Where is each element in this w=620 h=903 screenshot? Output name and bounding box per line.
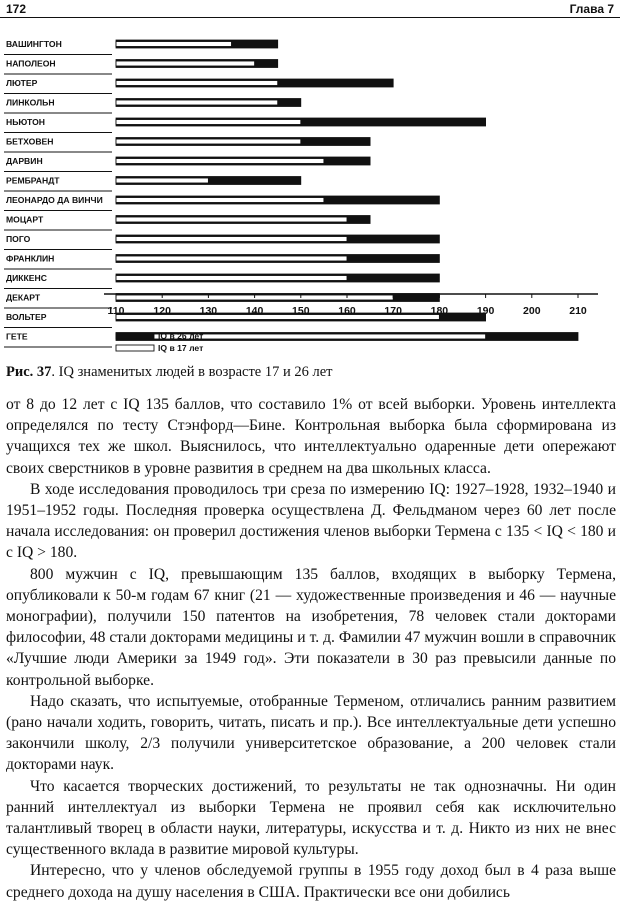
category-label: ДАРВИН: [6, 156, 43, 166]
bar-iq-17: [116, 61, 255, 66]
bar-iq-17: [116, 100, 278, 105]
bar-iq-17: [116, 81, 278, 86]
legend-label-17: IQ в 17 лет: [158, 343, 204, 353]
x-tick-label: 200: [523, 305, 541, 317]
paragraph: В ходе исследования проводилось три среза по измерению IQ: 1927–1928, 1932–1940 и 1951–1952 годы. Последняя проверка осуществлена Д. Фельдманом через 60 лет после начала исследования: он проверил достижения членов выборки Термена с 135 < IQ < 180 и с IQ > 180.: [6, 480, 616, 562]
category-label: ГЕТЕ: [6, 331, 28, 342]
category-label: ВОЛЬТЕР: [6, 312, 47, 322]
category-label: БЕТХОВЕН: [6, 136, 54, 147]
category-label: МОЦАРТ: [6, 214, 44, 225]
bar-iq-17: [116, 276, 347, 281]
page-header: [6, 2, 614, 18]
bar-iq-17: [116, 120, 301, 125]
iq-bar-chart: [0, 22, 620, 362]
page-number: 172: [6, 2, 27, 16]
body-text: [6, 394, 616, 903]
legend-swatch-17: [116, 345, 154, 351]
category-label: НЬЮТОН: [6, 117, 45, 127]
category-label: ЛЮТЕР: [6, 78, 38, 88]
x-tick-label: 170: [384, 305, 402, 317]
x-tick-label: 180: [430, 305, 449, 317]
category-label: ЛЕОНАРДО ДА ВИНЧИ: [6, 195, 103, 205]
bar-iq-17: [116, 217, 347, 222]
header-rule: [0, 17, 620, 18]
chapter-title: Глава 7: [569, 2, 614, 16]
legend-label-26: IQ в 26 лет: [158, 331, 204, 341]
category-label: ДЕКАРТ: [6, 292, 41, 303]
category-label: ДИККЕНС: [6, 273, 47, 283]
x-tick-label: 210: [569, 305, 587, 317]
bar-iq-17: [116, 256, 347, 261]
bar-iq-17: [116, 139, 301, 144]
paragraph: Что касается творческих достижений, то результаты не так однозначны. Ни один ранний интеллектуал из выборки Термена не проявил себя как исключительно талантливый творец в области науки, литературы, искусства и т. д. Никто из них не внес существенного вклада в развитие мировой культуры.: [6, 777, 616, 859]
x-tick-label: 160: [338, 305, 356, 317]
bar-iq-17: [116, 198, 324, 203]
x-tick-label: 110: [107, 305, 125, 317]
figure-label: Рис. 37: [6, 364, 52, 380]
x-tick-label: 140: [245, 305, 264, 317]
x-tick-label: 120: [153, 305, 171, 317]
paragraph: от 8 до 12 лет с IQ 135 баллов, что составило 1% от всей выборки. Уровень интеллекта определялся по тесту Стэнфорд—Бине. Контрольная выборка была сформирована из учащихся тех же школ. Выяснилось, что интеллектуально одаренные дети опережают своих сверстников в уровне развития в среднем на два школьных класса.: [6, 396, 616, 477]
category-label: ПОГО: [6, 234, 31, 244]
category-label: ЛИНКОЛЬН: [6, 97, 55, 108]
category-label: НАПОЛЕОН: [6, 58, 56, 69]
paragraph: Надо сказать, что испытуемые, отобранные Терменом, отличались ранним развитием (рано начали ходить, говорить, читать, писать и пр.). Все интеллектуальные дети успешно закончили школу, 2/3 получили университетское образование, а 200 человек стали докторами наук.: [6, 692, 616, 774]
category-label: ВАШИНГТОН: [6, 39, 62, 49]
legend-swatch-26: [116, 333, 154, 339]
figure-caption: [6, 364, 332, 381]
bar-iq-17: [116, 178, 208, 183]
x-tick-label: 130: [199, 305, 218, 317]
figure-caption-text: . IQ знаменитых людей в возрасте 17 и 26 лет: [51, 364, 333, 380]
paragraph: 800 мужчин с IQ, превышающим 135 баллов, входящих в выборку Термена, опубликовали к 50-м годам 67 книг (21 — художественные произведения и 46 — научные монографии), получили 150 патентов на изобретения, 78 человек стали докторами философии, 48 стали докторами медицины и т. д. Фамилии 47 мужчин вошли в справочник «Лучшие люди Америки за 1949 год». Эти показатели в 30 раз превысили данные по контрольной выборке.: [6, 565, 616, 689]
x-tick-label: 150: [292, 305, 310, 317]
bar-iq-17: [116, 237, 347, 242]
bar-iq-17: [116, 159, 324, 164]
category-label: РЕМБРАНДТ: [6, 175, 60, 186]
x-tick-label: 190: [476, 305, 495, 317]
category-label: ФРАНКЛИН: [6, 253, 55, 264]
bar-iq-17: [116, 42, 232, 47]
paragraph: Интересно, что у членов обследуемой группы в 1955 году доход был в 4 раза выше среднего дохода на душу населения в США. Практически все они добились: [6, 862, 616, 901]
